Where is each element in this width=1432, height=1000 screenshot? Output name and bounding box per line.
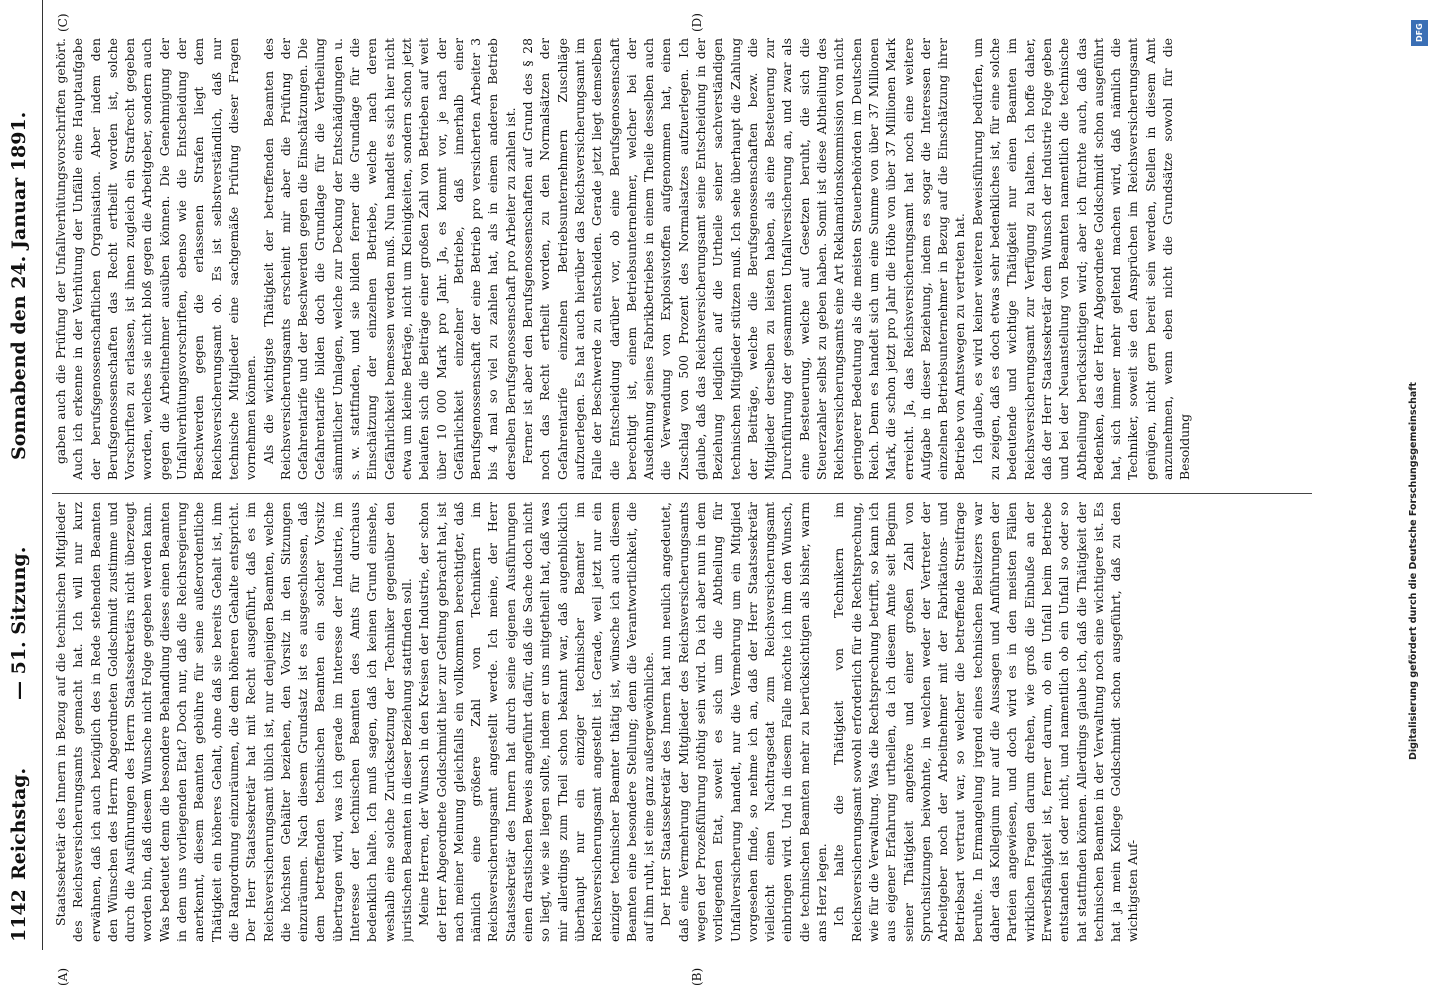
margin-mark-c: (C) <box>56 13 70 32</box>
paragraph: Ich halte die Thätigkeit von Technikern im Reichsversicherungsamt sowohl erforderlich für die Rechtsprechung, wie für die Verwaltung. Was die Rechtsprechung betrifft, so kann ich aus eigener Erfahrung urtheilen, da ich diesem Amte seit Beginn seiner Thätigkeit angehöre und einer großen Zahl von Spruchsitzungen beiwohnte, in welchen weder der Vertreter der Arbeitgeber noch der Arbeitnehmer mit der Fabrikations- und Betriebsart vertraut war, so welcher die betreffende Streitfrage beruhte. In Ermangelung irgend eines technischen Beisitzers war daher das Kollegium nur auf die Aussagen und Anführungen der Parteien angewiesen, und doch wird es in den meisten Fällen wirklichen Fragen darum drehen, wie groß die Einbuße an der Erwerbsfähigkeit ist, ferner darum, ob ein Unfall beim Betriebe entstanden ist oder nicht, und namentlich ob ein Unfall so oder so hat stattfinden können. Allerdings glaube ich, daß die Thätigkeit der technischen Beamten in der Verwaltung noch eine wichtigere ist. Es hat ja mein Kollege Goldschmidt schon ausgeführt, daß zu den wichtigsten Auf- <box>831 502 1141 942</box>
column-divider <box>52 493 1312 494</box>
margin-mark-a: (A) <box>56 967 70 986</box>
header-title: Reichstag. <box>8 767 30 880</box>
header-date: Sonnabend den 24. Januar 1891. <box>8 111 30 460</box>
paragraph: Ferner ist aber den Berufsgenossenschaften auf Grund des § 28 noch das Recht ertheilt worden, zu den Normalsätzen der Gefahrentarife einzelnen Betriebsunternehmern Zuschläge aufzuerlegen. Es hat auch hierüber das Reichsversicherungsamt im Falle der Beschwerde zu entscheiden. Gerade jetzt liegt demselben die Entscheidung darüber vor, ob eine Berufsgenossenschaft berechtigt ist, einem Betriebsunternehmer, welcher bei der Ausdehnung seines Fabrikbetriebes in einem Theile desselben auch die Verwendung von Explosivstoffen aufgenommen hat, einen Zuschlag von 500 Prozent des Normalsatzes aufzuerlegen. Ich glaube, daß das Reichsversicherungsamt seine Entscheidung in der Beziehung lediglich auf die Urtheile seiner sachverständigen technischen Mitglieder stützen muß. Ich sehe überhaupt die Zahlung der Beiträge, welche die Berufsgenossenschaften bezw. die Mitglieder derselben zu leisten haben, als eine Besteuerung zur Durchführung der gesammten Unfallversicherung an, und zwar als eine Besteuerung, welche auf Gesetzen beruht, die sich die Steuerzahler selbst zu geben haben. Somit ist diese Abtheilung des Reichsversicherungsamts eine Art Reklamationskommission von nicht geringerer Bedeutung als die meisten Steuerbehörden im Deutschen Reich. Denn es handelt sich um eine Summe von über 37 Millionen Mark, die schon jetzt pro Jahr die Höhe von über 37 Millionen Mark erreicht. Ja, das Reichsversicherungsamt hat noch eine weitere Aufgabe in dieser Beziehung, indem es sogar die Interessen der einzelnen Betriebsunternehmer in Bezug auf die Einschätzung ihrer Betriebe von Amtswegen zu vertreten hat. <box>520 38 968 480</box>
paragraph: Staatssekretär des Innern in Bezug auf die technischen Mitglieder des Reichsversicherungsamts gemacht hat. Ich will nur kurz erwähnen, daß ich auch bezüglich des in Rede stehenden Beamten den Wünschen des Herrn Abgeordneten Goldschmidt zustimme und durch die Ausführungen des Herrn Staatssekretärs nicht überzeugt worden bin, daß diesem Wunsche nicht Folge gegeben werden kann. Was bedeutet denn die besondere Behandlung dieses einen Beamten in dem uns vorliegenden Etat? Doch nur, daß die Reichsregierung anerkennt, diesem Beamten gebühre für seine außerordentliche Thätigkeit ein höheres Gehalt, ohne daß sie bereits Gehalt ist, ihm die Rangordnung einzuräumen, die dem höheren Gehalte entspricht. Der Herr Staatssekretär hat mit Recht ausgeführt, daß es im Reichsversicherungsamt üblich ist, nur denjenigen Beamten, welche die höchsten Gehälter beziehen, den Vorsitz in den Sitzungen einzuräumen. Nach diesem Grundsatz ist es ausgeschlossen, daß dem betreffenden technischen Beamten ein solcher Vorsitz übertragen wird, was ich gerade im Interesse der Industrie, im Interesse der technischen Beamten des Amts für durchaus bedenklich halte. Ich muß sagen, daß ich keinen Grund einsehe, weshalb eine solche Zurücksetzung der Techniker gegenüber den juristischen Beamten in dieser Beziehung stattfinden soll. <box>53 502 414 942</box>
text-column-right <box>52 38 1312 480</box>
paragraph: Meine Herren, der Wunsch in den Kreisen der Industrie, der schon der Herr Abgeordnete Goldschmidt hier zur Geltung gebracht hat, ist nach meiner Meinung gleichfalls ein vollkommen berechtigter, daß nämlich eine größere Zahl von Technikern im Reichsversicherungsamt angestellt werde. Ich meine, der Herr Staatssekretär des Innern hat durch seine eigenen Ausführungen einen drastischen Beweis angeführt dafür, daß die Sache doch nicht so liegt, wie sie liegen sollte, indem er uns mitgetheilt hat, daß was mir allerdings zum Theil schon bekannt war, daß augenblicklich überhaupt nur ein einziger technischer Beamter im Reichsversicherungsamt angestellt ist. Gerade, weil jetzt nur ein einziger technischer Beamter thätig ist, wünsche ich auch diesem Beamten eine besondere Stellung; denn die Verantwortlichkeit, die auf ihm ruht, ist eine ganz außergewöhnliche. <box>416 502 657 942</box>
digitization-credit: Digitalisierung gefördert durch die Deutsche Forschungsgemeinschaft <box>1408 382 1419 760</box>
header-rule <box>42 0 43 950</box>
page-number: 1142 <box>8 889 30 942</box>
text-column-left <box>52 502 1312 942</box>
paragraph: Ich glaube, es wird keiner weiteren Beweisführung bedürfen, um zu zeigen, daß es doch etwas sehr bedenkliches ist, für eine solche bedeutende und wichtige Thätigkeit nur einen Beamten im Reichsversicherungsamt zur Verfügung zu halten. Ich hoffe daher, daß der Herr Staatssekretär dem Wunsch der Industrie Folge geben und bei der Neuanstellung von Beamten namentlich die technische Abtheilung berücksichtigen wird; aber ich fürchte auch, daß das Bedenken, das der Herr Abgeordnete Goldschmidt schon ausgeführt hat, sich immer mehr geltend machen wird, daß nämlich die Techniker, soweit sie den Ansprüchen im Reichsversicherungsamt genügen, nicht gern bereit sein werden, Stellen in diesem Amt anzunehmen, wenn eben nicht die Grundsätze sowohl für die Besoldung <box>969 38 1193 480</box>
dfg-logo: DFG <box>1411 20 1428 46</box>
header-session: — 51. Sitzung. <box>8 546 30 700</box>
paragraph: gaben auch die Prüfung der Unfallverhütungsvorschriften gehört. Auch ich erkenne in der Verhütung der Unfälle eine Hauptaufgabe der berufsgenossenschaftlichen Organisation. Aber indem den Berufsgenossenschaften das Recht ertheilt worden ist, solche Vorschriften zu erlassen, ist ihnen zugleich ein Strafrecht gegeben worden, welches sie nicht bloß gegen die Arbeitgeber, sondern auch gegen die Arbeitnehmer ausüben können. Die Genehmigung der Unfallverhütungsvorschriften, ebenso wie die Entscheidung der Beschwerden gegen die erlassenen Strafen liegt dem Reichsversicherungsamt ob. Es ist selbstverständlich, daß nur technische Mitglieder eine sachgemäße Prüfung dieser Fragen vornehmen können. <box>53 38 259 480</box>
page-header <box>2 0 40 1000</box>
paragraph: Der Herr Staatssekretär des Innern hat nun neulich angedeutet, daß eine Vermehrung der Mitglieder des Reichsversicherungsamts wegen der Prozeßführung nöthig sein wird. Da ich aber nun in dem vorliegenden Etat, soweit es sich um die Abtheilung für Unfallversicherung handelt, nur die Vermehrung um ein Mitglied vorgesehen finde, so nehme ich an, daß der Herr Staatssekretär vielleicht einen Nachtragsetat zum Reichsversicherungsamt einbringen wird. Und in diesem Falle möchte ich ihm den Wunsch, die technischen Beamten mehr zu berücksichtigen als bisher, warm ans Herz legen. <box>658 502 830 942</box>
margin-mark-b: (B) <box>690 967 704 986</box>
paragraph: Als die wichtigste Thätigkeit der betreffenden Beamten des Reichsversicherungsamts erscheint mir aber die Prüfung der Gefahrentarife und der Beschwerden gegen die Einschätzungen. Die Gefahrentarife bilden doch die Grundlage für die Vertheilung sämmtlicher Umlagen, welche zur Deckung der Entschädigungen u. s. w. stattfinden, und sie bilden ferner die Grundlage für die Einschätzung der einzelnen Betriebe, welche nach deren Gefährlichkeit bemessen werden muß. Nun handelt es sich hier nicht etwa um kleine Beträge, nicht um Kleinigkeiten, sondern schon jetzt belaufen sich die Beiträge einer großen Zahl von Betrieben auf weit über 10 000 Mark pro Jahr. Ja, es kommt vor, je nach der Gefährlichkeit einzelner Betriebe, daß innerhalb einer Berufsgenossenschaft der eine Betrieb pro versicherten Arbeiter 3 bis 4 mal so viel zu zahlen hat, als in einem anderen Betrieb derselben Berufsgenossenschaft pro Arbeiter zu zahlen ist. <box>260 38 518 480</box>
margin-mark-d: (D) <box>690 13 704 32</box>
